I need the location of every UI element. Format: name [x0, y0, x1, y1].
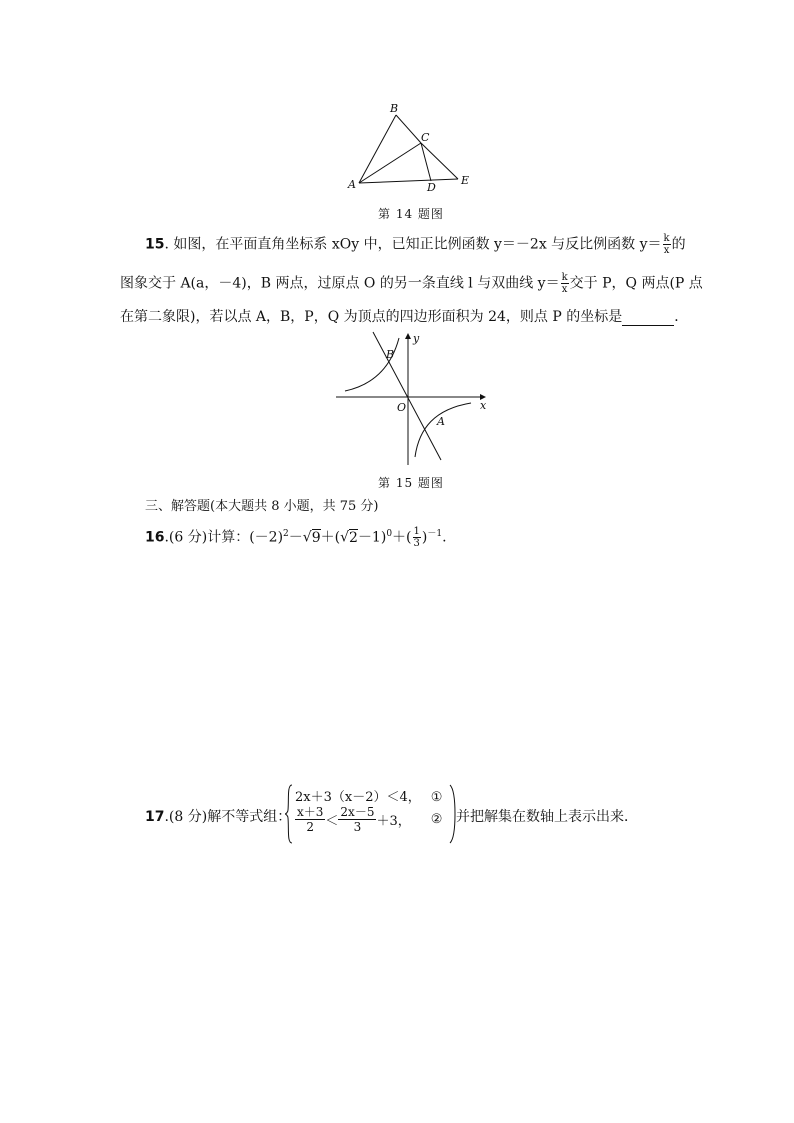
segment-bc	[396, 115, 421, 143]
label-a: A	[348, 178, 356, 191]
inequality-2: $\frac{x+3}{2}$ ＜ $\frac{2x-5}{3}$ ＋3， ②	[297, 805, 443, 834]
label-b: B	[390, 102, 399, 115]
q17-prefix: 17.(8 分)解不等式组：	[145, 809, 292, 825]
figure-14-caption: 第 14 题图	[378, 207, 444, 221]
fraction-2x-minus-5-over-3: $\frac{2x-5}{3}$	[340, 805, 375, 834]
q15-line-1: 15. 如图，在平面直角坐标系 xOy 中，已知正比例函数 y＝－2x 与反比例函数 y＝ $\frac{k}{x}$ 的	[145, 233, 686, 256]
sqrt-2: √2	[340, 529, 358, 546]
sqrt-9: √9	[302, 529, 321, 546]
q16-number: 16	[145, 529, 165, 546]
inequality-1: 2x＋3（x－2）＜4， ①	[295, 790, 443, 805]
figure-15	[333, 328, 493, 468]
label-e: E	[461, 174, 470, 187]
mark-1: ①	[430, 790, 443, 805]
label-d: D	[427, 181, 436, 194]
q16-line: 16.(6 分)计算：$(-2)^2-√9+(√2-1)^0+$( $\frac{1}{3}$ )$^{-1}$.	[145, 526, 447, 550]
segment-cd	[421, 143, 431, 181]
segment-ab	[359, 115, 396, 183]
fraction-one-third: $\frac{1}{3}$	[413, 526, 420, 550]
line-y-neg2x	[373, 332, 441, 460]
hyperbola-q4	[415, 403, 471, 457]
fraction-k-over-x: $\frac{k}{x}$	[663, 233, 670, 256]
figure-14	[340, 100, 480, 195]
q17-suffix: 并把解集在数轴上表示出来．	[456, 809, 638, 825]
label-a: A	[437, 415, 445, 428]
mark-2: ②	[430, 812, 443, 827]
q15-line-2: 图象交于 A(a，－4)，B 两点，过原点 O 的另一条直线 l 与双曲线 y＝ $\frac{k}{x}$ 交于 P，Q 两点(P 点	[120, 272, 703, 295]
segment-ac	[359, 143, 421, 183]
segment-ae	[359, 179, 458, 183]
figure-15-caption: 第 15 题图	[378, 476, 444, 490]
fraction-x-plus-3-over-2: $\frac{x+3}{2}$	[297, 805, 324, 834]
label-y: y	[413, 332, 420, 345]
system-brace-left	[284, 783, 294, 845]
q15-line-3: 在第二象限)，若以点 A，B，P，Q 为顶点的四边形面积为 24，则点 P 的坐标是 ．	[120, 309, 689, 325]
answer-blank[interactable]	[622, 311, 674, 326]
section-3-title: 三、解答题(本大题共 8 小题，共 75 分)	[145, 499, 379, 514]
label-c: C	[421, 131, 430, 144]
q17-number: 17	[145, 809, 165, 825]
label-o: O	[397, 401, 407, 414]
segment-ce	[421, 143, 458, 179]
fraction-k-over-x-2: $\frac{k}{x}$	[561, 272, 568, 295]
label-b: B	[386, 348, 395, 361]
label-x: x	[480, 399, 487, 412]
q15-number: 15	[145, 236, 165, 253]
hyperbola-q2	[345, 338, 399, 391]
